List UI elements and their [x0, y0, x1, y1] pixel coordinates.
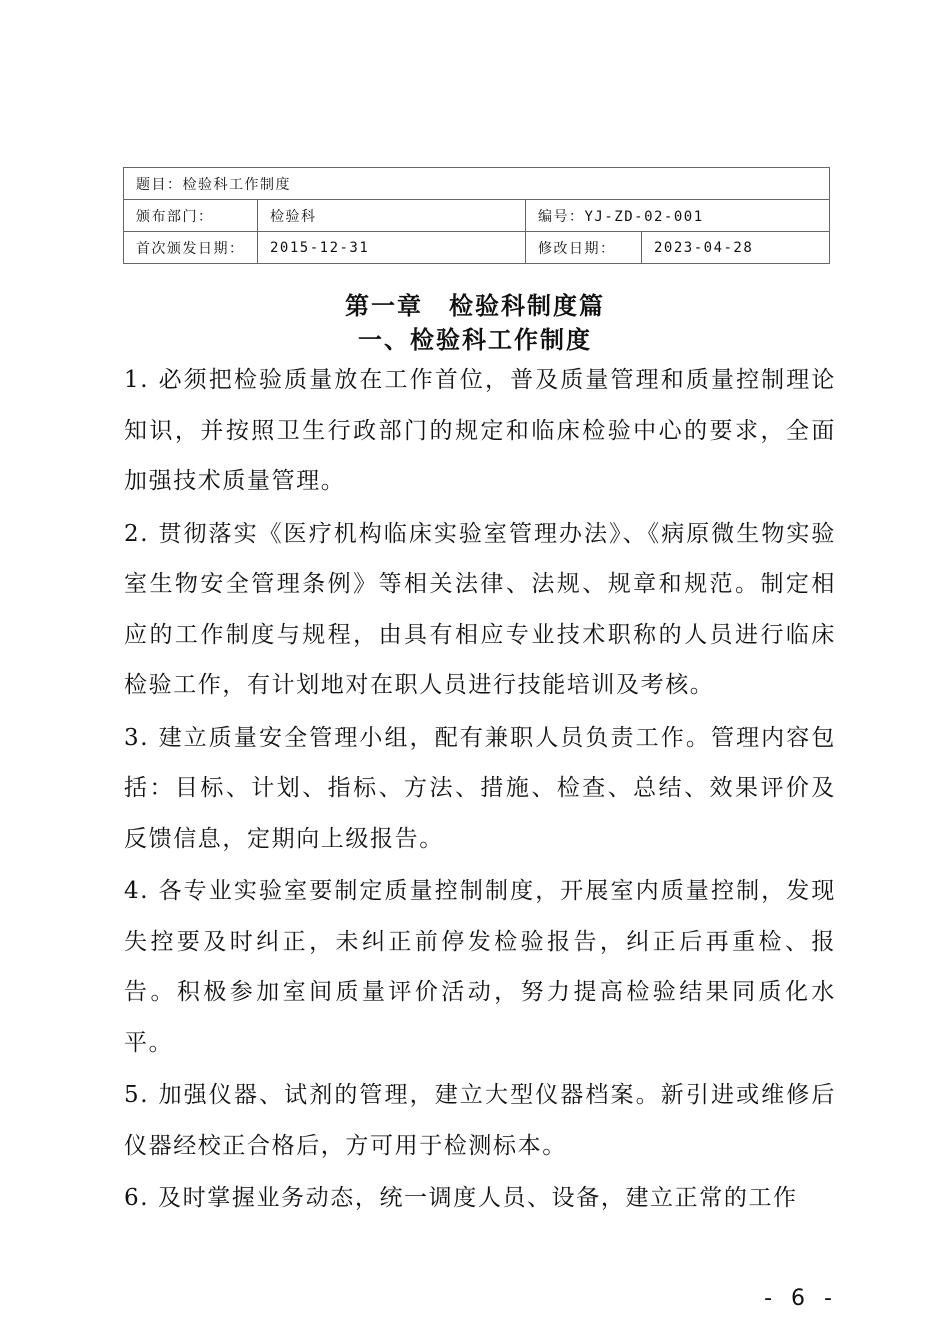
first-issue-value: 2015-12-31 [258, 232, 526, 264]
chapter-title: 第一章 检验科制度篇 [345, 292, 605, 320]
paragraph-3: 3. 建立质量安全管理小组，配有兼职人员负责工作。管理内容包括：目标、计划、指标、方法、措施、检查、总结、效果评价及反馈信息，定期向上级报告。 [124, 724, 836, 852]
paragraph-5: 5. 加强仪器、试剂的管理，建立大型仪器档案。新引进或维修后仪器经校正合格后，方可用于检测标本。 [124, 1082, 836, 1159]
dept-value: 检验科 [258, 200, 526, 232]
doc-title-cell: 题目：检验科工作制度 [124, 168, 830, 200]
dept-label: 颁布部门： [124, 200, 258, 232]
header-row-title [124, 168, 830, 200]
document-body [124, 355, 836, 1224]
header-row-dept [124, 200, 830, 232]
revise-label: 修改日期： [526, 232, 642, 264]
doc-code: 编号：YJ-ZD-02-001 [526, 200, 830, 232]
revise-value: 2023-04-28 [642, 232, 830, 264]
header-row-dates [124, 232, 830, 264]
document-header-table [123, 167, 830, 264]
page-number: - 6 - [764, 1286, 838, 1311]
paragraph-2: 2. 贯彻落实《医疗机构临床实验室管理办法》、《病原微生物实验室生物安全管理条例》等相关法律、法规、规章和规范。制定相应的工作制度与规程，由具有相应专业技术职称的人员进行临床检验工作，有计划地对在职人员进行技能培训及考核。 [124, 520, 836, 698]
paragraph-4: 4. 各专业实验室要制定质量控制制度，开展室内质量控制，发现失控要及时纠正，未纠正前停发检验报告，纠正后再重检、报告。积极参加室间质量评价活动，努力提高检验结果同质化水平。 [124, 878, 836, 1056]
paragraph-6: 6. 及时掌握业务动态，统一调度人员、设备，建立正常的工作 [124, 1185, 798, 1211]
paragraph-1: 1. 必须把检验质量放在工作首位，普及质量管理和质量控制理论知识，并按照卫生行政部门的规定和临床检验中心的要求，全面加强技术质量管理。 [124, 367, 836, 494]
first-issue-label: 首次颁发日期： [124, 232, 258, 264]
section-title: 一、检验科工作制度 [358, 326, 592, 354]
